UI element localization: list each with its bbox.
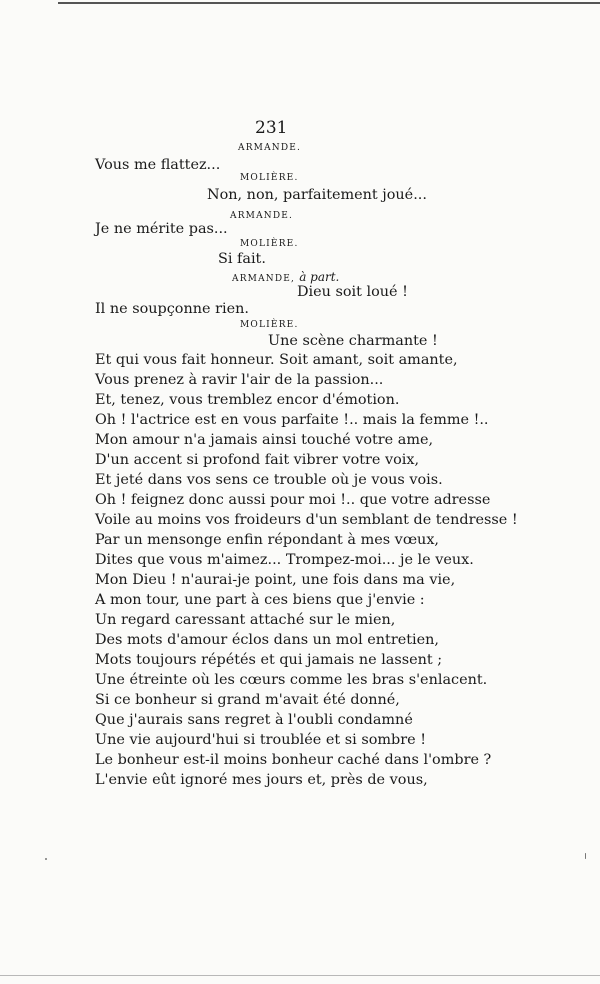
dialogue-line: Non, non, parfaitement joué... — [207, 187, 427, 203]
speaker-aside-label — [232, 270, 339, 284]
dialogue-line: Il ne soupçonne rien. — [95, 301, 249, 317]
speaker-label: ARMANDE. — [238, 143, 302, 153]
verse-line: Mon Dieu ! n'aurai-je point, une fois dans ma vie, — [95, 572, 456, 588]
verse-line: Des mots d'amour éclos dans un mol entretien, — [95, 632, 439, 648]
verse-line: Si ce bonheur si grand m'avait été donné, — [95, 692, 400, 708]
verse-line: Mon amour n'a jamais ainsi touché votre ame, — [95, 432, 434, 448]
speaker-label: MOLIÈRE. — [240, 320, 299, 330]
verse-line: Voile au moins vos froideurs d'un semblant de tendresse ! — [95, 512, 518, 528]
verse-line: Vous prenez à ravir l'air de la passion... — [95, 372, 384, 388]
speaker-label: ARMANDE. — [230, 211, 294, 221]
verse-line: Le bonheur est-il moins bonheur caché dans l'ombre ? — [95, 752, 492, 768]
speaker-label: MOLIÈRE. — [240, 173, 299, 183]
verse-line: Un regard caressant attaché sur le mien, — [95, 612, 396, 628]
top-rule — [58, 2, 600, 4]
speaker-label: MOLIÈRE. — [240, 239, 299, 249]
verse-line: Une étreinte où les cœurs comme les bras s'enlacent. — [95, 672, 488, 688]
stage-direction: à part. — [299, 270, 340, 284]
verse-line: L'envie eût ignoré mes jours et, près de vous, — [95, 772, 428, 788]
verse-line: Et jeté dans vos sens ce trouble où je vous vois. — [95, 472, 443, 488]
dialogue-line: Si fait. — [218, 251, 266, 267]
print-speck — [45, 858, 47, 860]
verse-line: Une vie aujourd'hui si troublée et si sombre ! — [95, 732, 426, 748]
verse-line: Que j'aurais sans regret à l'oubli condamné — [95, 712, 413, 728]
verse-line: Oh ! feignez donc aussi pour moi !.. que votre adresse — [95, 492, 491, 508]
speaker-name: ARMANDE, — [232, 274, 296, 284]
verse-line: A mon tour, une part à ces biens que j'envie : — [95, 592, 425, 608]
verse-line: Mots toujours répétés et qui jamais ne lassent ; — [95, 652, 443, 668]
bottom-edge — [0, 975, 600, 976]
dialogue-line: Je ne mérite pas... — [95, 221, 228, 237]
page-number: 231 — [255, 118, 288, 138]
dialogue-line: Une scène charmante ! — [268, 333, 438, 349]
verse-line: Et, tenez, vous tremblez encor d'émotion. — [95, 392, 400, 408]
verse-line: Et qui vous fait honneur. Soit amant, soit amante, — [95, 352, 458, 368]
verse-line: D'un accent si profond fait vibrer votre voix, — [95, 452, 420, 468]
verse-line: Oh ! l'actrice est en vous parfaite !.. mais la femme !.. — [95, 412, 489, 428]
verse-line: Dites que vous m'aimez... Trompez-moi... je le veux. — [95, 552, 474, 568]
dialogue-line: Vous me flattez... — [95, 157, 221, 173]
dialogue-line: Dieu soit loué ! — [297, 284, 408, 300]
print-speck — [585, 853, 586, 859]
verse-line: Par un mensonge enfin répondant à mes vœux, — [95, 532, 440, 548]
